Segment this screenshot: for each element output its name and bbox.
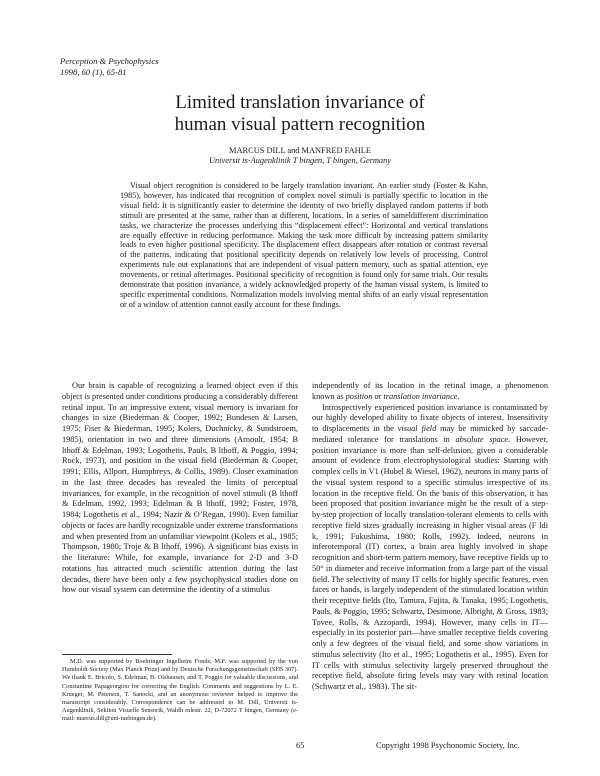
text-run: or xyxy=(372,391,384,401)
title-line-1: Limited translation invariance of xyxy=(175,92,425,113)
text-run: . However, position invariance is more than self-delusion, given a considerable amount of evidence from electrophysiological studies: Starting with complex cells in V1 (Hubel & Wiesel, 1962), neurons in many parts of the visual system respond to a specific stimulus irrespective of its location in the receptive field. On the basis of this observation, it has been proposed that position invariance might be the result of a step-by-step projection of locally translation-tolerant elements to cells with receptive field sizes gradually increasing in higher visual areas (F ldi k, 1991; Fukushima, 1980; Rolls, 1992). Indeed, neurons in inferotemporal (IT) cortex, a brain area highly involved in shape recognition and short-term pattern memory, have receptive fields up to 50° in diameter and receive information from a large part of the visual field. The selectivity of many IT cells for highly specific features, even faces or hands, is largely independent of the stimulated location within their receptive fields (Ito, Tamura, Fujita, & Tanaka, 1995; Logothetis, Pauls, & Poggio, 1995; Schwartz, Desimone, Albright, & Gross, 1983; Tovee, Rolls, & Azzopardi, 1994). However, many cells in IT—especially in its posterior part—have smaller receptive fields covering only a few degrees of the visual field, and some show variations in stimulus selectivity (Ito et al., 1995; Logothetis et al., 1995). Even for IT cells with stimulus selectivity largely preserved throughout the receptive field, absolute firing levels may vary with retinal location (Schwartz et al., 1983). The sit- xyxy=(312,434,548,691)
footnote: M.D. was supported by Boehringer Ingelheim Fonds; M.F. was supported by the von Humboldt Society (Max Planck Prize) and by Deutsche Forschungsgemeinschaft (SFB 307). We thank E. Bricolo, S. Edelman, B. Olshausen, and T. Poggio for valuable discussions, and Constantine Papageorgiou for correcting the English. Comments and suggestions by L. E. Krueger, M. Peterson, T. Sanocki, and an anonymous reviewer helped to improve the manuscript considerably. Correspondence can be addressed to M. Dill, Universit ts-Augenklinik, Sektion Visuelle Sensorik, Waldh rnlestr. 22, D-72072 T bingen, Germany (e-mail: marcus.dill@uni-tuebingen.de). xyxy=(62,658,298,723)
page-number: 65 xyxy=(296,741,305,750)
left-paragraph-1: Our brain is capable of recognizing a learned object even if this object is presented under conditions producing a considerably different retinal input. To an impressive extent, visual memory is invariant for changes in size (Biederman & Cooper, 1992; Bundesen & Larsen, 1975; Fiser & Biederman, 1995; Kolers, Duchnicky, & Sundstroem, 1985), orientation in two and three dimensions (Arnoult, 1954; B lthoff & Edelman, 1993; Logothetis, Pauls, B lthoff, & Poggio, 1994; Rock, 1973), and position in the visual field (Biederman & Cooper, 1991; Ellis, Allport, Humphreys, & Collis, 1989). Closer examination in the last three decades has revealed the limits of perceptual invariances, for example, in the recognition of novel stimuli (B lthoff & Edelman, 1992, 1993; Edelman & B lthoff, 1992; Foster, 1978, 1984; Logothetis et al., 1994; Nazir & O’Regan, 1990). Even familiar objects or faces are hardly recognizable under extreme transformations and when presented from an unfamiliar viewpoint (Kolers et al., 1985; Thompson, 1980; Troje & B lthoff, 1996). A significant bias exists in the literature: While, for example, invariance for 2-D and 3-D rotations has attracted much scientific attention during the last decades, there have been only a few psychophysical studies done on how our visual system can determine the identity of a stimulus xyxy=(62,381,298,595)
text-run: may be mimicked by saccade-mediated tolerance for translations in xyxy=(312,424,549,444)
copyright: Copyright 1998 Psychonomic Society, Inc. xyxy=(376,741,520,750)
right-column xyxy=(312,381,548,693)
right-paragraph-2 xyxy=(312,403,548,693)
emphasis: absolute space xyxy=(455,434,509,444)
text-run: Introspectively experienced position invariance is contaminated by our highly developed ability to fixate objects of interest. Insensitivity to displacements in the xyxy=(312,402,548,433)
footnote-rule xyxy=(62,654,172,655)
emphasis: position xyxy=(345,391,373,401)
journal-header xyxy=(60,56,158,78)
journal-citation: 1998, 60 (1), 65-81 xyxy=(60,67,127,77)
abstract: Visual object recognition is considered to be largely translation invariant. An earlier study (Foster & Kahn, 1985), however, has indicated that recognition of complex novel stimuli is partially specific to location in the visual field: It is significantly easier to determine the identity of two briefly displayed random patterns if both stimuli are presented at the same, rather than at different, locations. In a series of sameldifferent discrimination tasks, we characterize the processes underlying this “displacement effect”: Horizontal and vertical translations are equally effective in reducing performance. Making the task more difficult by increasing pattern similarity leads to even higher positional specificity. The displacement effect disappears after rotation or contrast reversal of the patterns, indicating that positional specificity depends on relatively low levels of processing. Control experiments rule out explanations that are independent of visual pattern memory, such as spatial attention, eye movements, or retinal afterimages. Positional specificity of recognition is found only for same trials. Our results demonstrate that position invariance, a widely acknowledged property of the human visual system, is limited to specific experimental conditions. Normalization models involving mental shifts of an early visual representation or of a window of attention cannot easily account for these findings. xyxy=(120,181,488,309)
title-line-2: human visual pattern recognition xyxy=(174,114,426,135)
journal-name: Perception & Psychophysics xyxy=(60,56,159,66)
emphasis: translation invariance xyxy=(383,391,458,401)
right-paragraph-1 xyxy=(312,381,548,403)
left-column xyxy=(62,381,298,596)
authors: MARCUS DILL and MANFRED FAHLE xyxy=(229,146,371,155)
text-run: . xyxy=(457,391,460,401)
emphasis: visual field xyxy=(397,424,437,433)
affiliation: Universit ts-Augenklinik T bingen, T bingen, Germany xyxy=(208,156,392,165)
text-run: independently of its location in the retinal image, a phenomenon known as xyxy=(312,381,548,401)
paper-title xyxy=(60,92,540,136)
